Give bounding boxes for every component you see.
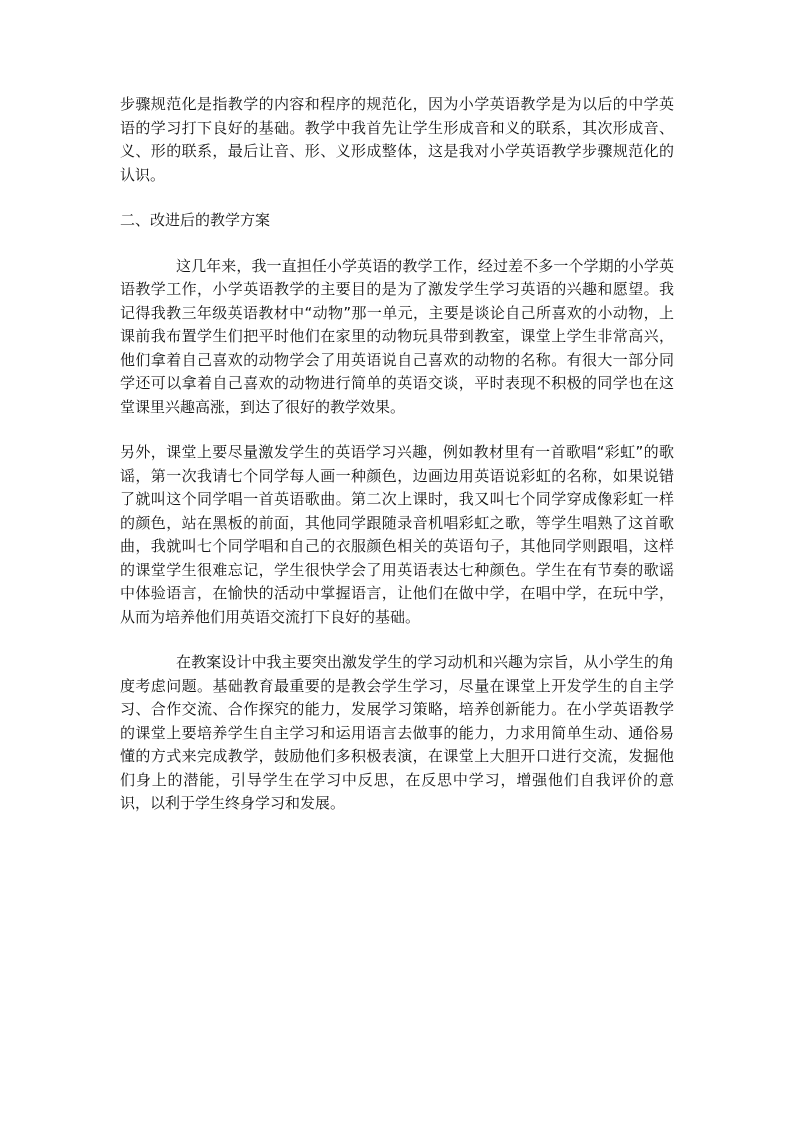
paragraph-step-standardization: 步骤规范化是指教学的内容和程序的规范化，因为小学英语教学是为以后的中学英语的学习打下良好的基础。教学中我首先让学生形成音和义的联系，其次形成音、义、形的联系，最后让音、形、义形成整体，这是我对小学英语教学步骤规范化的认识。: [120, 95, 674, 184]
paragraph-gap: [120, 629, 674, 651]
paragraph-rainbow-song: 另外，课堂上要尽量激发学生的英语学习兴趣，例如教材里有一首歌唱“彩虹”的歌谣，第一次我请七个同学每人画一种颜色，边画边用英语说彩虹的名称，如果说错了就叫这个同学唱一首英语歌曲。第二次上课时，我又叫七个同学穿成像彩虹一样的颜色，站在黑板的前面，其他同学跟随录音机唱彩虹之歌，等学生唱熟了这首歌曲，我就叫七个同学唱和自己的衣服颜色相关的英语句子，其他同学则跟唱，这样的课堂学生很难忘记，学生很快学会了用英语表达七种颜色。学生在有节奏的歌谣中体验语言，在愉快的活动中掌握语言，让他们在做中学，在唱中学，在玩中学，从而为培养他们用英语交流打下良好的基础。: [120, 443, 674, 626]
paragraph-animal-unit: 这几年来，我一直担任小学英语的教学工作，经过差不多一个学期的小学英语教学工作，小学英语教学的主要目的是为了激发学生学习英语的兴趣和愿望。我记得我教三年级英语教材中“动物”那一单元，主要是谈论自己所喜欢的小动物，上课前我布置学生们把平时他们在家里的动物玩具带到教室，课堂上学生非常高兴，他们拿着自己喜欢的动物学会了用英语说自己喜欢的动物的名称。有很大一部分同学还可以拿着自己喜欢的动物进行简单的英语交谈，平时表现不积极的同学也在这堂课里兴趣高涨，到达了很好的教学效果。: [120, 256, 674, 416]
document-page: [120, 93, 674, 816]
section-heading-improved-plan: 二、改进后的教学方案: [120, 211, 271, 229]
paragraph-gap: [120, 187, 674, 209]
paragraph-gap: [120, 233, 674, 255]
paragraph-gap: [120, 419, 674, 441]
paragraph-lesson-design: 在教案设计中我主要突出激发学生的学习动机和兴趣为宗旨，从小学生的角度考虑问题。基础教育最重要的是教会学生学习，尽量在课堂上开发学生的自主学习、合作交流、合作探究的能力，发展学习策略，培养创新能力。在小学英语教学的课堂上要培养学生自主学习和运用语言去做事的能力，力求用简单生动、通俗易懂的方式来完成教学，鼓励他们多积极表演，在课堂上大胆开口进行交流，发掘他们身上的潜能，引导学生在学习中反思，在反思中学习，增强他们自我评价的意识，以利于学生终身学习和发展。: [120, 653, 674, 812]
